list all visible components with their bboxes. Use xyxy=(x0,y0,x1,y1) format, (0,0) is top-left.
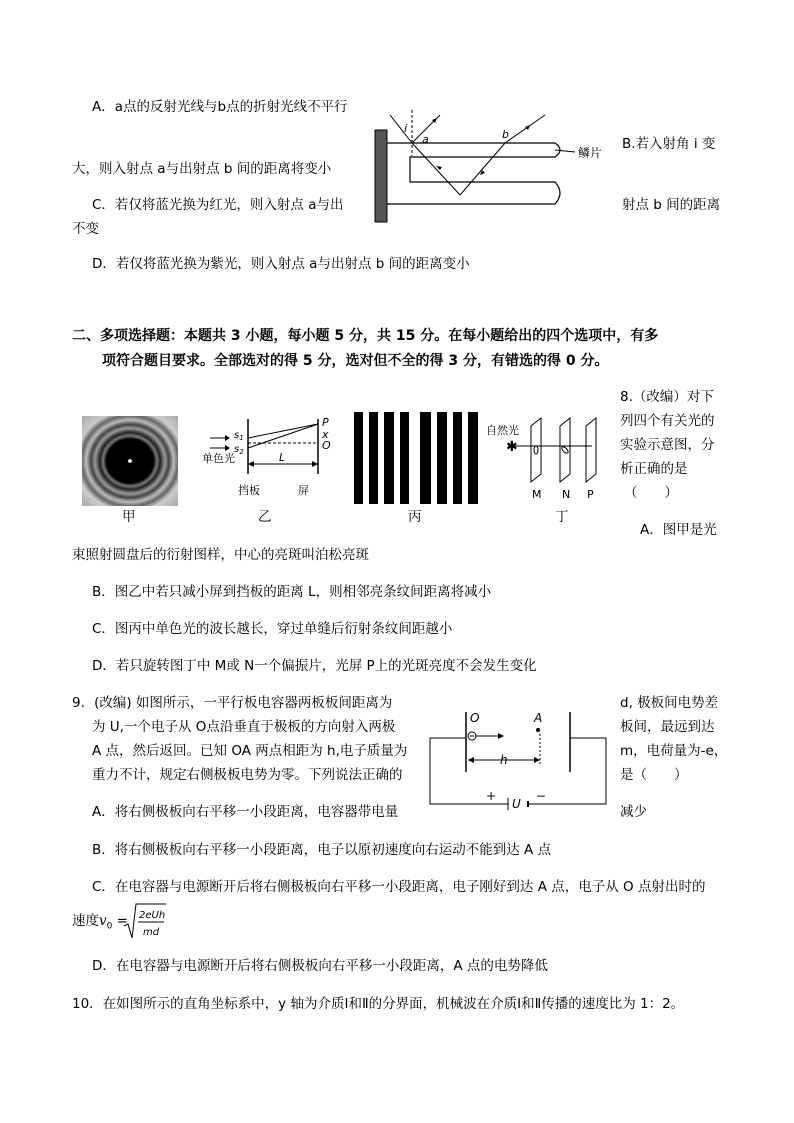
q9-fig-plus: + xyxy=(486,789,497,803)
q8-yi-L: L xyxy=(279,451,286,464)
q9-option-c-line1: C．在电容器与电源断开后将右侧极板向右平移一小段距离，电子刚好到达 A 点，电子从 O 点射出时的 xyxy=(92,879,706,895)
q9-line1-left: 9．(改编) 如图所示，一平行板电容器两板板间距离为 xyxy=(72,695,393,711)
q8-option-a-cont: 束照射圆盘后的衍射图样，中心的亮斑叫泊松亮斑 xyxy=(72,547,369,563)
q9-option-c-v: v xyxy=(99,913,107,929)
q8-option-c: C．图丙中单色光的波长越长，穿过单缝后衍射条纹间距越小 xyxy=(92,621,453,637)
q7-option-c-right: 射点 b 间的距离 xyxy=(622,197,721,213)
q7-figure-butterfly-scale xyxy=(370,100,610,230)
q7-option-a: A．a点的反射光线与b点的折射光线不平行 xyxy=(92,99,348,115)
q9-line2-left: 为 U,一个电子从 O点沿垂直于极板的方向射入两极 xyxy=(92,719,396,735)
svg-text:✱: ✱ xyxy=(506,439,518,455)
q7-fig-label-b: b xyxy=(502,128,509,141)
q8-yi-x: x xyxy=(322,428,329,441)
q9-fig-A: A xyxy=(534,711,543,725)
q9-figure-capacitor xyxy=(428,698,608,811)
q10-stem: 10．在如图所示的直角坐标系中，y 轴为介质Ⅰ和Ⅱ的分界面，机械波在介质Ⅰ和Ⅱ传播的速度比为 1：2。 xyxy=(72,996,685,1012)
q7-fig-label-i: i xyxy=(404,122,408,135)
q9-line4-right: 是（ ） xyxy=(620,767,688,783)
q8-yi-s1: $s_1$ xyxy=(234,430,244,442)
q8-stem-line4: 析正确的是 xyxy=(620,461,688,477)
q9-option-c-v-sub: 0 xyxy=(106,921,113,932)
q8-caption-ding: 丁 xyxy=(555,509,569,525)
q8-figure-jia xyxy=(82,416,178,506)
q8-ding-M: M xyxy=(532,488,542,501)
q9-option-c-eq: = xyxy=(116,913,128,929)
q9-option-a-right: 减少 xyxy=(620,804,647,820)
q7-fig-label-a: a xyxy=(422,133,429,146)
q9-option-a-left: A．将右侧极板向右平移一小段距离，电容器带电量 xyxy=(92,804,399,820)
q7-option-c-cont: 不变 xyxy=(72,221,99,237)
q8-caption-jia: 甲 xyxy=(122,509,136,525)
q9-option-c-speed-label: 速度 xyxy=(72,913,99,929)
q8-yi-O: O xyxy=(322,439,331,452)
q8-option-b: B．图乙中若只减小屏到挡板的距离 L，则相邻亮条纹间距离将减小 xyxy=(92,584,492,600)
q8-stem-line5: （ ） xyxy=(624,485,678,501)
q8-stem-line3: 实验示意图，分 xyxy=(620,437,715,453)
q7-option-b-right: B.若入射角 i 变 xyxy=(622,136,716,152)
q8-stem-line2: 列四个有关光的 xyxy=(620,413,715,429)
section2-heading-line2: 项符合题目要求。全部选对的得 5 分，选对但不全的得 3 分，有错选的得 0 分。 xyxy=(102,353,609,369)
q9-line4-left: 重力不计，规定右侧极板电势为零。下列说法正确的 xyxy=(92,767,403,783)
q7-fig-label-scale: 鳞片 xyxy=(578,146,603,160)
q9-option-d: D．在电容器与电源断开后将右侧极板向右平移一小段距离，A 点的电势降低 xyxy=(92,958,548,974)
q8-ding-light: 自然光 xyxy=(486,424,519,437)
q8-figure-yi xyxy=(200,414,335,506)
q9-line2-right: 板间，最远到达 xyxy=(620,719,715,735)
q7-option-c-left: C．若仅将蓝光换为红光，则入射点 a与出 xyxy=(92,197,344,213)
q8-yi-s2: $s_2$ xyxy=(234,444,244,456)
q8-figure-bing xyxy=(354,412,480,504)
q9-fig-U: U xyxy=(512,797,521,811)
q8-caption-yi: 乙 xyxy=(258,509,272,525)
q8-yi-screen: 屏 xyxy=(298,484,309,497)
q8-yi-light: 单色光 xyxy=(202,452,235,465)
q9-option-c-sqrt-formula xyxy=(122,900,166,944)
q8-ding-N: N xyxy=(562,488,571,501)
q8-ding-P: P xyxy=(587,488,594,501)
q9-formula-num: 2eUh xyxy=(139,910,166,921)
q9-option-c-speed xyxy=(72,912,128,936)
q8-figure-ding xyxy=(484,414,604,506)
q9-fig-minus: − xyxy=(536,789,547,803)
q8-stem-line1: 8.（改编）对下 xyxy=(620,389,714,405)
q9-option-b: B．将右侧极板向右平移一小段距离，电子以原初速度向右运动不能到达 A 点 xyxy=(92,842,552,858)
q9-line3-right: m，电荷量为-e， xyxy=(620,743,728,759)
section2-heading-line1: 二、多项选择题：本题共 3 小题，每小题 5 分，共 15 分。在每小题给出的四个选项中，有多 xyxy=(72,328,659,344)
q9-line3-left: A 点，然后返回。已知 OA 两点相距为 h,电子质量为 xyxy=(92,743,408,759)
q7-option-b-cont: 大，则入射点 a与出射点 b 间的距离将变小 xyxy=(72,161,332,177)
q8-option-d: D．若只旋转图丁中 M或 N一个偏振片，光屏 P上的光斑亮度不会发生变化 xyxy=(92,658,537,674)
q8-option-a-right: A．图甲是光 xyxy=(640,522,717,538)
q7-option-d: D．若仅将蓝光换为紫光，则入射点 a与出射点 b 间的距离变小 xyxy=(92,256,470,272)
q8-yi-baffle: 挡板 xyxy=(238,484,260,497)
q9-fig-h: h xyxy=(500,753,508,767)
q9-line1-right: d, 极板间电势差 xyxy=(620,695,719,711)
q9-fig-O: O xyxy=(470,711,480,725)
q8-caption-bing: 丙 xyxy=(408,509,422,525)
q9-formula-den: md xyxy=(143,927,160,938)
q8-yi-P: P xyxy=(322,416,329,429)
